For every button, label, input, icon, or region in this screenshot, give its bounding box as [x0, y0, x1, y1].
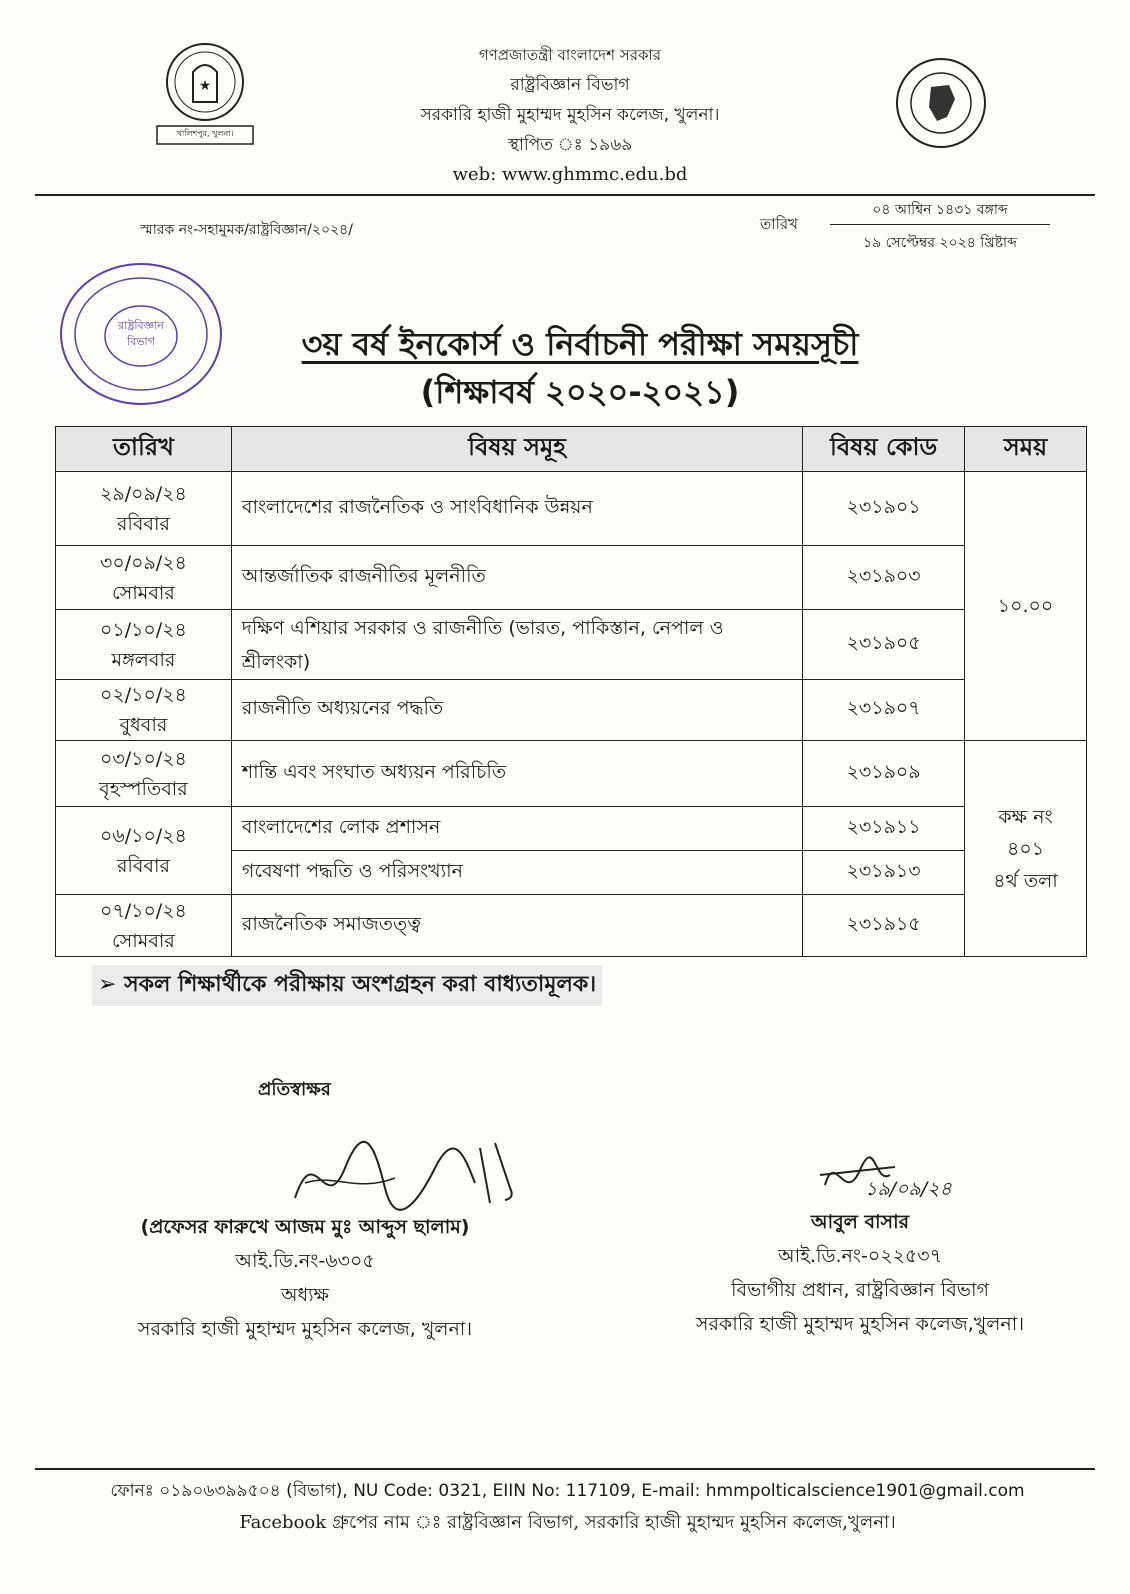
- header-time: সময়: [965, 427, 1087, 472]
- date-block: [840, 196, 1040, 257]
- row-code: ২৩১৯১৫: [803, 895, 965, 957]
- row-code: ২৩১৯১১: [803, 807, 965, 851]
- row-subject: আন্তর্জাতিক রাজনীতির মূলনীতি: [231, 546, 802, 610]
- row-subject: রাজনীতি অধ্যয়নের পদ্ধতি: [231, 680, 802, 741]
- exam-schedule-table: [55, 426, 1087, 957]
- footer-divider: [35, 1468, 1095, 1470]
- row-code: ২৩১৯০৯: [803, 741, 965, 807]
- table-row: [56, 895, 1087, 957]
- principal-id: আই.ডি.নং-৬৩০৫: [235, 1250, 375, 1272]
- government-seal: [893, 55, 989, 151]
- day-value: বুধবার: [119, 714, 168, 736]
- signature-date: ১৯/০৯/২৪: [865, 1178, 952, 1200]
- row-date: [56, 546, 232, 610]
- principal-role: অধ্যক্ষ: [280, 1284, 329, 1306]
- row-subject: বাংলাদেশের রাজনৈতিক ও সাংবিধানিক উন্নয়ন: [231, 472, 802, 546]
- row-code: ২৩১৯০৫: [803, 610, 965, 680]
- logo-caption: খালিশপুর, খুলনা।: [176, 129, 234, 138]
- letterhead: [300, 40, 840, 190]
- footer-facebook: Facebook গ্রুপের নাম ঃ রাষ্ট্রবিজ্ঞান বিভাগ, সরকারি হাজী মুহাম্মদ মুহসিন কলেজ,খুলনা।: [239, 1512, 896, 1533]
- header-subject: বিষয় সমূহ: [231, 427, 802, 472]
- footer-contact: ফোনঃ ০১৯০৬৩৯৯৫০৪ (বিভাগ), NU Code: 0321, EIIN No: 117109, E-mail: hmmpolticalscience1901@gmail.com: [110, 1481, 1025, 1501]
- title-line-1: ৩য় বর্ষ ইনকোর্স ও নির্বাচনী পরীক্ষা সময়সূচী: [301, 325, 859, 363]
- date-value: ৩০/০৯/২৪: [100, 551, 187, 574]
- principal-block: [105, 1210, 505, 1346]
- date-value: ০২/১০/২৪: [100, 684, 187, 706]
- established: স্থাপিত ঃ ১৯৬৯: [507, 135, 633, 155]
- day-value: বৃহস্পতিবার: [99, 777, 188, 800]
- day-value: মঙ্গলবার: [111, 648, 176, 671]
- date-label: তারিখ: [760, 215, 798, 233]
- table-row: [56, 741, 1087, 807]
- head-name: আবুল বাসার: [810, 1211, 910, 1233]
- table-row: [56, 546, 1087, 610]
- memo-number: স্মারক নং-সহামুমক/রাষ্ট্রবিজ্ঞান/২০২৪/: [140, 222, 353, 238]
- principal-signature: [285, 1128, 525, 1223]
- row-subject: রাজনৈতিক সমাজতত্ত্ব: [231, 895, 802, 957]
- head-org: সরকারি হাজী মুহাম্মদ মুহসিন কলেজ,খুলনা।: [695, 1313, 1025, 1335]
- row-subject: শান্তি এবং সংঘাত অধ্যয়ন পরিচিতি: [231, 741, 802, 807]
- date-value: ০১/১০/২৪: [100, 618, 187, 641]
- govt-line: গণপ্রজাতন্ত্রী বাংলাদেশ সরকার: [478, 46, 662, 64]
- head-block: [660, 1205, 1060, 1341]
- room-line-3: ৪র্থ তলা: [993, 869, 1058, 892]
- date-english: ১৯ সেপ্টেম্বর ২০২৪ খ্রিষ্টাব্দ: [863, 235, 1017, 251]
- time-cell: ১০.০০: [965, 472, 1087, 741]
- college-name: সরকারি হাজী মুহাম্মদ মুহসিন কলেজ, খুলনা।: [420, 105, 720, 125]
- note-text: সকল শিক্ষার্থীকে পরীক্ষায় অংশগ্রহন করা বাধ্যতামূলক।: [124, 972, 597, 997]
- page-title: [230, 320, 930, 416]
- header-code: বিষয় কোড: [803, 427, 965, 472]
- arrow-bullet-icon: ➢: [98, 972, 117, 997]
- row-subject: গবেষণা পদ্ধতি ও পরিসংখ্যান: [231, 851, 802, 895]
- day-value: রবিবার: [116, 854, 170, 877]
- row-code: ২৩১৯০৩: [803, 546, 965, 610]
- department-name: রাষ্ট্রবিজ্ঞান বিভাগ: [510, 75, 630, 95]
- day-value: সোমবার: [112, 581, 175, 604]
- header-date: তারিখ: [56, 427, 232, 472]
- table-row: [56, 472, 1087, 546]
- row-code: ২৩১৯০১: [803, 472, 965, 546]
- website: web: www.ghmmc.edu.bd: [452, 164, 688, 185]
- department-stamp: [58, 260, 224, 408]
- row-subject: দক্ষিণ এশিয়ার সরকার ও রাজনীতি (ভারত, পাকিস্তান, নেপাল ও শ্রীলংকা): [231, 610, 802, 680]
- head-role: বিভাগীয় প্রধান, রাষ্ট্রবিজ্ঞান বিভাগ: [731, 1279, 989, 1301]
- row-date: [56, 895, 232, 957]
- title-line-2: (শিক্ষাবর্ষ ২০২০-২০২১): [420, 373, 740, 411]
- row-date: [56, 807, 232, 895]
- date-bangla: ০৪ আশ্বিন ১৪৩১ বঙ্গাব্দ: [872, 202, 1008, 218]
- table-row: [56, 680, 1087, 741]
- stamp-text: রাষ্ট্রবিজ্ঞান বিভাগ: [118, 319, 164, 348]
- date-value: ০৬/১০/২৪: [100, 824, 187, 847]
- row-code: ২৩১৯১৩: [803, 851, 965, 895]
- footer: [40, 1475, 1095, 1539]
- principal-name: (প্রফেসর ফারুখে আজম মুঃ আব্দুস ছালাম): [140, 1216, 470, 1238]
- day-value: রবিবার: [116, 512, 170, 535]
- day-value: সোমবার: [112, 929, 175, 952]
- mandatory-note: [92, 965, 602, 1006]
- head-id: আই.ডি.নং-০২২৫৩৭: [777, 1245, 943, 1267]
- row-date: [56, 610, 232, 680]
- row-date: [56, 472, 232, 546]
- countersign-label: প্রতিস্বাক্ষর: [258, 1079, 331, 1100]
- room-line-1: কক্ষ নং: [998, 805, 1053, 828]
- date-value: ২৯/০৯/২৪: [100, 482, 187, 505]
- date-value: ০৩/১০/২৪: [100, 747, 187, 770]
- svg-text:★: ★: [198, 78, 212, 94]
- row-code: ২৩১৯০৭: [803, 680, 965, 741]
- table-row: [56, 807, 1087, 851]
- table-row: [56, 610, 1087, 680]
- college-logo: [155, 40, 255, 150]
- date-value: ০৭/১০/২৪: [100, 899, 187, 922]
- principal-org: সরকারি হাজী মুহাম্মদ মুহসিন কলেজ, খুলনা।: [137, 1318, 473, 1340]
- table-header-row: [56, 427, 1087, 472]
- room-line-2: ৪০১: [1007, 837, 1045, 860]
- room-cell: [965, 741, 1087, 957]
- row-date: [56, 741, 232, 807]
- row-subject: বাংলাদেশের লোক প্রশাসন: [231, 807, 802, 851]
- row-date: [56, 680, 232, 741]
